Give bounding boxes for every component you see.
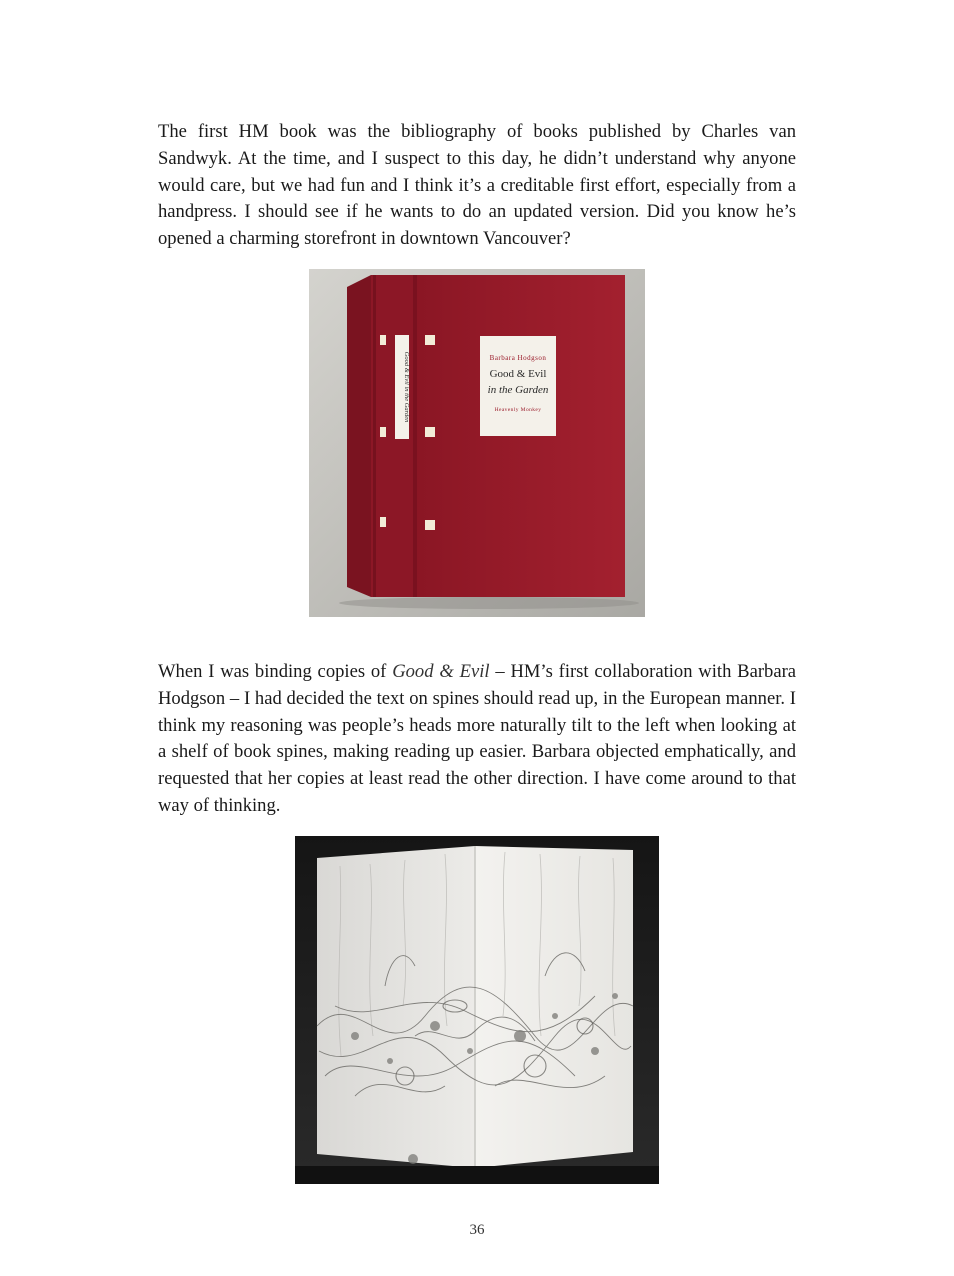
cover-label-title-line-1: Good & Evil bbox=[489, 368, 547, 380]
book-title-good-and-evil: Good & Evil bbox=[392, 661, 490, 682]
paragraph-charles-van-sandwyk: The first HM book was the bibliography of books published by Charles van Sandwyk. At the time, and I suspect to this day, he didn’t understand why anyone would care, but we had fun and I think it’s a creditable first effort, especially from a handpress. I should see if he wants to do an updated version. Did you know he’s opened a charming storefront in downtown Vancouver? bbox=[158, 121, 796, 250]
paragraph-text-end: – HM’s first collaboration with Barbara Hodgson – I had decided the text on spines should read up, in the European manner. I think my reasoning was people’s heads more naturally tilt to the left when looking at a shelf of book spines, making reading up easier. Barbara objected emphatically, and requested that her copies at least read the other direction. I have come around to that way of thinking. bbox=[158, 661, 797, 816]
cover-label-title-line-2: in the Garden bbox=[487, 384, 549, 396]
page-number: 36 bbox=[469, 1222, 485, 1238]
spine-label-text: Good & Evil in the Garden bbox=[403, 351, 410, 423]
photo-white-book-illustrated-cover bbox=[295, 836, 659, 1184]
cover-label-author: Barbara Hodgson bbox=[489, 354, 547, 362]
red-book-illustration bbox=[309, 269, 645, 617]
white-book-illustration bbox=[295, 836, 659, 1184]
cover-label-publisher: Heavenly Monkey bbox=[494, 407, 542, 413]
paragraph-text-start: When I was binding copies of bbox=[158, 661, 393, 682]
photo-red-book-good-and-evil bbox=[309, 269, 645, 617]
paragraph-good-and-evil-binding bbox=[158, 659, 796, 820]
